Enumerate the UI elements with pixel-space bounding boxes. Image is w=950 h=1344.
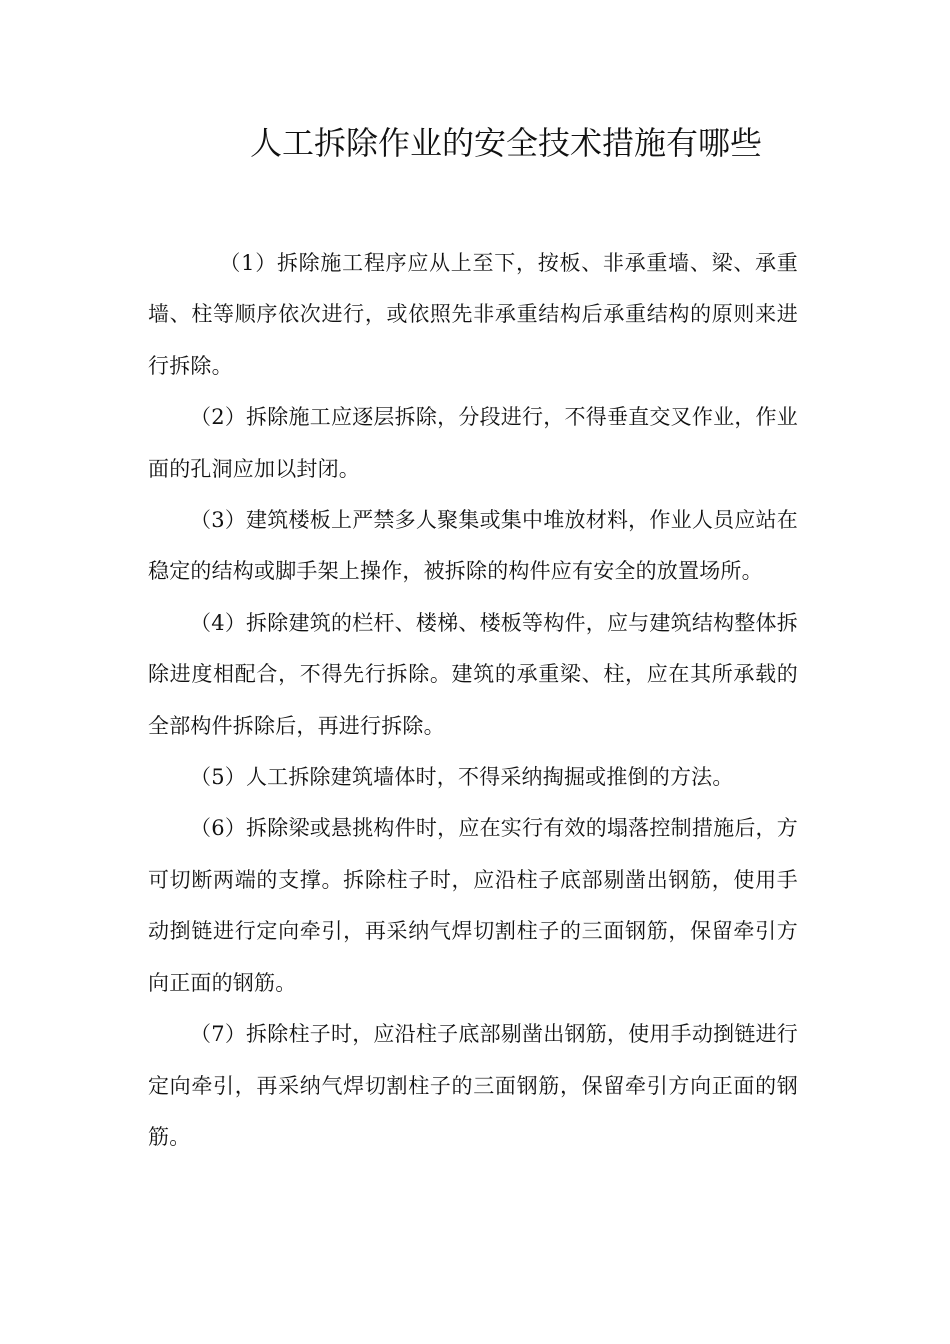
paragraph-4: （4）拆除建筑的栏杆、楼梯、楼板等构件，应与建筑结构整体拆除进度相配合，不得先行拆除。建筑的承重梁、柱，应在其所承载的全部构件拆除后，再进行拆除。 <box>148 610 798 738</box>
document-body <box>148 238 798 1163</box>
paragraph-3: （3）建筑楼板上严禁多人聚集或集中堆放材料，作业人员应站在稳定的结构或脚手架上操作，被拆除的构件应有安全的放置场所。 <box>148 508 798 584</box>
paragraph-1: （1）拆除施工程序应从上至下，按板、非承重墙、梁、承重墙、柱等顺序依次进行，或依照先非承重结构后承重结构的原则来进行拆除。 <box>148 251 798 378</box>
paragraph-5: （5）人工拆除建筑墙体时，不得采纳掏掘或推倒的方法。 <box>190 765 734 790</box>
document-title: 人工拆除作业的安全技术措施有哪些 <box>249 124 762 162</box>
paragraph-7: （7）拆除柱子时，应沿柱子底部剔凿出钢筋，使用手动捯链进行定向牵引，再采纳气焊切割柱子的三面钢筋，保留牵引方向正面的钢筋。 <box>148 1022 798 1149</box>
paragraph-2: （2）拆除施工应逐层拆除，分段进行，不得垂直交叉作业，作业面的孔洞应加以封闭。 <box>148 405 798 481</box>
paragraph-6: （6）拆除梁或悬挑构件时，应在实行有效的塌落控制措施后，方可切断两端的支撑。拆除柱子时，应沿柱子底部剔凿出钢筋，使用手动捯链进行定向牵引，再采纳气焊切割柱子的三面钢筋，保留牵引方向正面的钢筋。 <box>148 816 798 995</box>
